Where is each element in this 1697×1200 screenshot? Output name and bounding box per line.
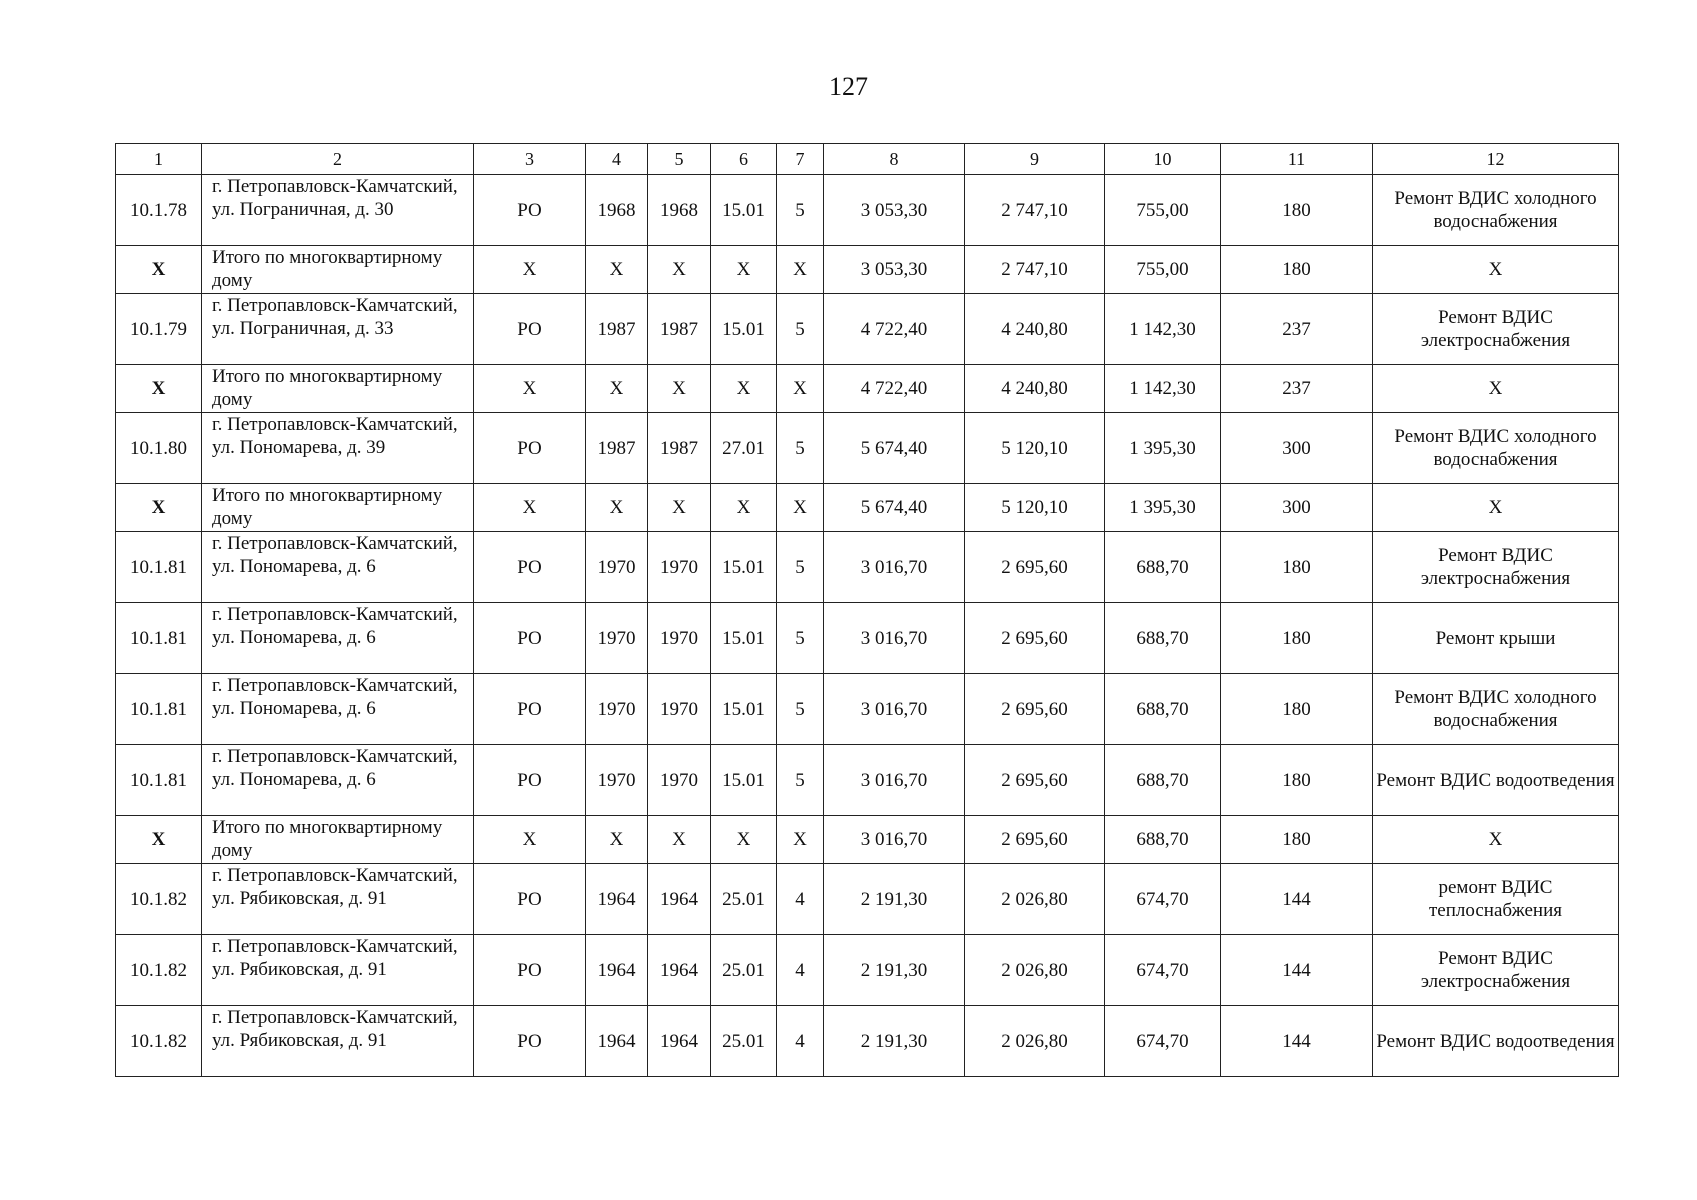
header-cell: 2 — [202, 144, 474, 175]
commission-year-cell: 1964 — [648, 935, 711, 1006]
total-row — [116, 365, 1619, 413]
address-cell: г. Петропавловск-Камчатский, ул. Пономарева, д. 6 — [202, 532, 474, 603]
header-cell: 3 — [474, 144, 586, 175]
living-area-cell: 2 695,60 — [965, 603, 1105, 674]
build-year-cell: 1964 — [586, 1006, 648, 1077]
owner-type-cell: РО — [474, 745, 586, 816]
address-cell: г. Петропавловск-Камчатский, ул. Рябиковская, д. 91 — [202, 1006, 474, 1077]
owner-type-cell: Х — [474, 816, 586, 864]
nonliving-area-cell: 1 142,30 — [1105, 365, 1221, 413]
work-type-cell: Ремонт ВДИС электроснабжения — [1373, 532, 1619, 603]
total-area-cell: 5 674,40 — [824, 484, 965, 532]
nonliving-area-cell: 688,70 — [1105, 745, 1221, 816]
commission-year-cell: 1970 — [648, 674, 711, 745]
code-cell: Х — [711, 365, 777, 413]
work-type-cell: Ремонт ВДИС холодного водоснабжения — [1373, 674, 1619, 745]
address-cell: г. Петропавловск-Камчатский, ул. Пограничная, д. 30 — [202, 175, 474, 246]
residents-cell: 180 — [1221, 816, 1373, 864]
address-cell: г. Петропавловск-Камчатский, ул. Рябиковская, д. 91 — [202, 935, 474, 1006]
code-cell: 15.01 — [711, 603, 777, 674]
code-cell: 15.01 — [711, 674, 777, 745]
total-area-cell: 3 016,70 — [824, 603, 965, 674]
owner-type-cell: Х — [474, 365, 586, 413]
residents-cell: 180 — [1221, 246, 1373, 294]
owner-type-cell: РО — [474, 603, 586, 674]
commission-year-cell: Х — [648, 246, 711, 294]
commission-year-cell: 1964 — [648, 1006, 711, 1077]
commission-year-cell: 1964 — [648, 864, 711, 935]
code-cell: 15.01 — [711, 745, 777, 816]
header-cell: 10 — [1105, 144, 1221, 175]
nonliving-area-cell: 688,70 — [1105, 603, 1221, 674]
nonliving-area-cell: 755,00 — [1105, 175, 1221, 246]
residents-cell: 300 — [1221, 413, 1373, 484]
living-area-cell: 2 026,80 — [965, 864, 1105, 935]
residents-cell: 237 — [1221, 294, 1373, 365]
header-cell: 9 — [965, 144, 1105, 175]
work-type-cell: Ремонт ВДИС водоотведения — [1373, 1006, 1619, 1077]
nonliving-area-cell: 755,00 — [1105, 246, 1221, 294]
nonliving-area-cell: 674,70 — [1105, 935, 1221, 1006]
code-cell: 27.01 — [711, 413, 777, 484]
total-area-cell: 4 722,40 — [824, 365, 965, 413]
floors-cell: 5 — [777, 603, 824, 674]
total-area-cell: 3 016,70 — [824, 816, 965, 864]
total-row — [116, 816, 1619, 864]
commission-year-cell: 1970 — [648, 603, 711, 674]
column-number-header-row — [116, 144, 1619, 175]
code-cell: Х — [711, 816, 777, 864]
floors-cell: 5 — [777, 175, 824, 246]
table-row — [116, 175, 1619, 246]
floors-cell: 5 — [777, 294, 824, 365]
work-type-cell: Ремонт ВДИС электроснабжения — [1373, 935, 1619, 1006]
row-number-cell: 10.1.80 — [116, 413, 202, 484]
residents-cell: 144 — [1221, 864, 1373, 935]
header-cell: 12 — [1373, 144, 1619, 175]
floors-cell: 4 — [777, 935, 824, 1006]
code-cell: Х — [711, 246, 777, 294]
residents-cell: 300 — [1221, 484, 1373, 532]
living-area-cell: 4 240,80 — [965, 294, 1105, 365]
total-area-cell: 2 191,30 — [824, 935, 965, 1006]
address-cell: Итого по многоквартирному дому — [202, 246, 474, 294]
work-type-cell: Ремонт ВДИС холодного водоснабжения — [1373, 175, 1619, 246]
code-cell: 15.01 — [711, 175, 777, 246]
living-area-cell: 2 747,10 — [965, 246, 1105, 294]
table-row — [116, 294, 1619, 365]
address-cell: г. Петропавловск-Камчатский, ул. Пономарева, д. 6 — [202, 603, 474, 674]
owner-type-cell: РО — [474, 935, 586, 1006]
commission-year-cell: Х — [648, 484, 711, 532]
total-area-cell: 2 191,30 — [824, 864, 965, 935]
address-cell: Итого по многоквартирному дому — [202, 365, 474, 413]
owner-type-cell: РО — [474, 413, 586, 484]
owner-type-cell: РО — [474, 864, 586, 935]
table-row — [116, 864, 1619, 935]
row-number-cell: 10.1.81 — [116, 603, 202, 674]
nonliving-area-cell: 1 142,30 — [1105, 294, 1221, 365]
row-number-cell: 10.1.82 — [116, 864, 202, 935]
total-area-cell: 3 016,70 — [824, 532, 965, 603]
address-cell: г. Петропавловск-Камчатский, ул. Пономарева, д. 39 — [202, 413, 474, 484]
work-type-cell: Х — [1373, 484, 1619, 532]
total-area-cell: 3 053,30 — [824, 246, 965, 294]
build-year-cell: 1964 — [586, 935, 648, 1006]
address-cell: Итого по многоквартирному дому — [202, 484, 474, 532]
table-row — [116, 745, 1619, 816]
total-area-cell: 2 191,30 — [824, 1006, 965, 1077]
living-area-cell: 2 695,60 — [965, 674, 1105, 745]
address-cell: г. Петропавловск-Камчатский, ул. Пограничная, д. 33 — [202, 294, 474, 365]
commission-year-cell: 1987 — [648, 294, 711, 365]
row-number-cell: 10.1.82 — [116, 935, 202, 1006]
row-number-cell: Х — [116, 484, 202, 532]
header-cell: 4 — [586, 144, 648, 175]
living-area-cell: 5 120,10 — [965, 413, 1105, 484]
code-cell: 25.01 — [711, 864, 777, 935]
total-row — [116, 484, 1619, 532]
floors-cell: Х — [777, 816, 824, 864]
commission-year-cell: 1968 — [648, 175, 711, 246]
table-row — [116, 413, 1619, 484]
address-cell: Итого по многоквартирному дому — [202, 816, 474, 864]
living-area-cell: 2 747,10 — [965, 175, 1105, 246]
living-area-cell: 2 026,80 — [965, 935, 1105, 1006]
row-number-cell: 10.1.81 — [116, 532, 202, 603]
row-number-cell: Х — [116, 816, 202, 864]
row-number-cell: 10.1.81 — [116, 674, 202, 745]
header-cell: 1 — [116, 144, 202, 175]
build-year-cell: Х — [586, 816, 648, 864]
total-row — [116, 246, 1619, 294]
build-year-cell: 1970 — [586, 603, 648, 674]
owner-type-cell: РО — [474, 1006, 586, 1077]
living-area-cell: 2 695,60 — [965, 816, 1105, 864]
build-year-cell: 1970 — [586, 745, 648, 816]
living-area-cell: 5 120,10 — [965, 484, 1105, 532]
work-type-cell: Ремонт ВДИС водоотведения — [1373, 745, 1619, 816]
nonliving-area-cell: 1 395,30 — [1105, 484, 1221, 532]
owner-type-cell: Х — [474, 246, 586, 294]
commission-year-cell: 1970 — [648, 532, 711, 603]
residents-cell: 180 — [1221, 603, 1373, 674]
code-cell: 15.01 — [711, 294, 777, 365]
header-cell: 11 — [1221, 144, 1373, 175]
work-type-cell: Ремонт ВДИС электроснабжения — [1373, 294, 1619, 365]
living-area-cell: 4 240,80 — [965, 365, 1105, 413]
build-year-cell: 1987 — [586, 294, 648, 365]
floors-cell: 5 — [777, 532, 824, 603]
address-cell: г. Петропавловск-Камчатский, ул. Пономарева, д. 6 — [202, 745, 474, 816]
commission-year-cell: Х — [648, 365, 711, 413]
residents-cell: 237 — [1221, 365, 1373, 413]
living-area-cell: 2 695,60 — [965, 532, 1105, 603]
row-number-cell: 10.1.81 — [116, 745, 202, 816]
work-type-cell: Х — [1373, 816, 1619, 864]
code-cell: 15.01 — [711, 532, 777, 603]
nonliving-area-cell: 688,70 — [1105, 816, 1221, 864]
build-year-cell: Х — [586, 246, 648, 294]
row-number-cell: Х — [116, 365, 202, 413]
nonliving-area-cell: 688,70 — [1105, 674, 1221, 745]
table-row — [116, 674, 1619, 745]
residents-cell: 180 — [1221, 745, 1373, 816]
owner-type-cell: РО — [474, 294, 586, 365]
owner-type-cell: РО — [474, 674, 586, 745]
nonliving-area-cell: 1 395,30 — [1105, 413, 1221, 484]
table-row — [116, 1006, 1619, 1077]
header-cell: 7 — [777, 144, 824, 175]
floors-cell: 5 — [777, 674, 824, 745]
floors-cell: 4 — [777, 864, 824, 935]
nonliving-area-cell: 674,70 — [1105, 1006, 1221, 1077]
header-cell: 6 — [711, 144, 777, 175]
floors-cell: Х — [777, 365, 824, 413]
row-number-cell: 10.1.78 — [116, 175, 202, 246]
build-year-cell: Х — [586, 484, 648, 532]
code-cell: 25.01 — [711, 935, 777, 1006]
page-number: 127 — [829, 72, 868, 101]
work-type-cell: Ремонт ВДИС холодного водоснабжения — [1373, 413, 1619, 484]
floors-cell: Х — [777, 484, 824, 532]
commission-year-cell: 1970 — [648, 745, 711, 816]
total-area-cell: 3 053,30 — [824, 175, 965, 246]
build-year-cell: 1970 — [586, 532, 648, 603]
residents-cell: 144 — [1221, 935, 1373, 1006]
living-area-cell: 2 026,80 — [965, 1006, 1105, 1077]
floors-cell: 5 — [777, 745, 824, 816]
nonliving-area-cell: 688,70 — [1105, 532, 1221, 603]
residents-cell: 144 — [1221, 1006, 1373, 1077]
work-type-cell: Х — [1373, 246, 1619, 294]
commission-year-cell: 1987 — [648, 413, 711, 484]
total-area-cell: 3 016,70 — [824, 745, 965, 816]
living-area-cell: 2 695,60 — [965, 745, 1105, 816]
repair-program-table — [115, 143, 1619, 1077]
total-area-cell: 4 722,40 — [824, 294, 965, 365]
table-body — [116, 144, 1619, 1077]
build-year-cell: Х — [586, 365, 648, 413]
total-area-cell: 5 674,40 — [824, 413, 965, 484]
floors-cell: 5 — [777, 413, 824, 484]
owner-type-cell: РО — [474, 532, 586, 603]
owner-type-cell: РО — [474, 175, 586, 246]
build-year-cell: 1968 — [586, 175, 648, 246]
build-year-cell: 1970 — [586, 674, 648, 745]
row-number-cell: Х — [116, 246, 202, 294]
floors-cell: 4 — [777, 1006, 824, 1077]
residents-cell: 180 — [1221, 175, 1373, 246]
residents-cell: 180 — [1221, 674, 1373, 745]
work-type-cell: Ремонт крыши — [1373, 603, 1619, 674]
table-row — [116, 603, 1619, 674]
work-type-cell: Х — [1373, 365, 1619, 413]
row-number-cell: 10.1.82 — [116, 1006, 202, 1077]
address-cell: г. Петропавловск-Камчатский, ул. Пономарева, д. 6 — [202, 674, 474, 745]
commission-year-cell: Х — [648, 816, 711, 864]
row-number-cell: 10.1.79 — [116, 294, 202, 365]
work-type-cell: ремонт ВДИС теплоснабжения — [1373, 864, 1619, 935]
header-cell: 8 — [824, 144, 965, 175]
floors-cell: Х — [777, 246, 824, 294]
nonliving-area-cell: 674,70 — [1105, 864, 1221, 935]
header-cell: 5 — [648, 144, 711, 175]
build-year-cell: 1987 — [586, 413, 648, 484]
residents-cell: 180 — [1221, 532, 1373, 603]
address-cell: г. Петропавловск-Камчатский, ул. Рябиковская, д. 91 — [202, 864, 474, 935]
code-cell: 25.01 — [711, 1006, 777, 1077]
code-cell: Х — [711, 484, 777, 532]
build-year-cell: 1964 — [586, 864, 648, 935]
table-row — [116, 532, 1619, 603]
owner-type-cell: Х — [474, 484, 586, 532]
total-area-cell: 3 016,70 — [824, 674, 965, 745]
table-row — [116, 935, 1619, 1006]
